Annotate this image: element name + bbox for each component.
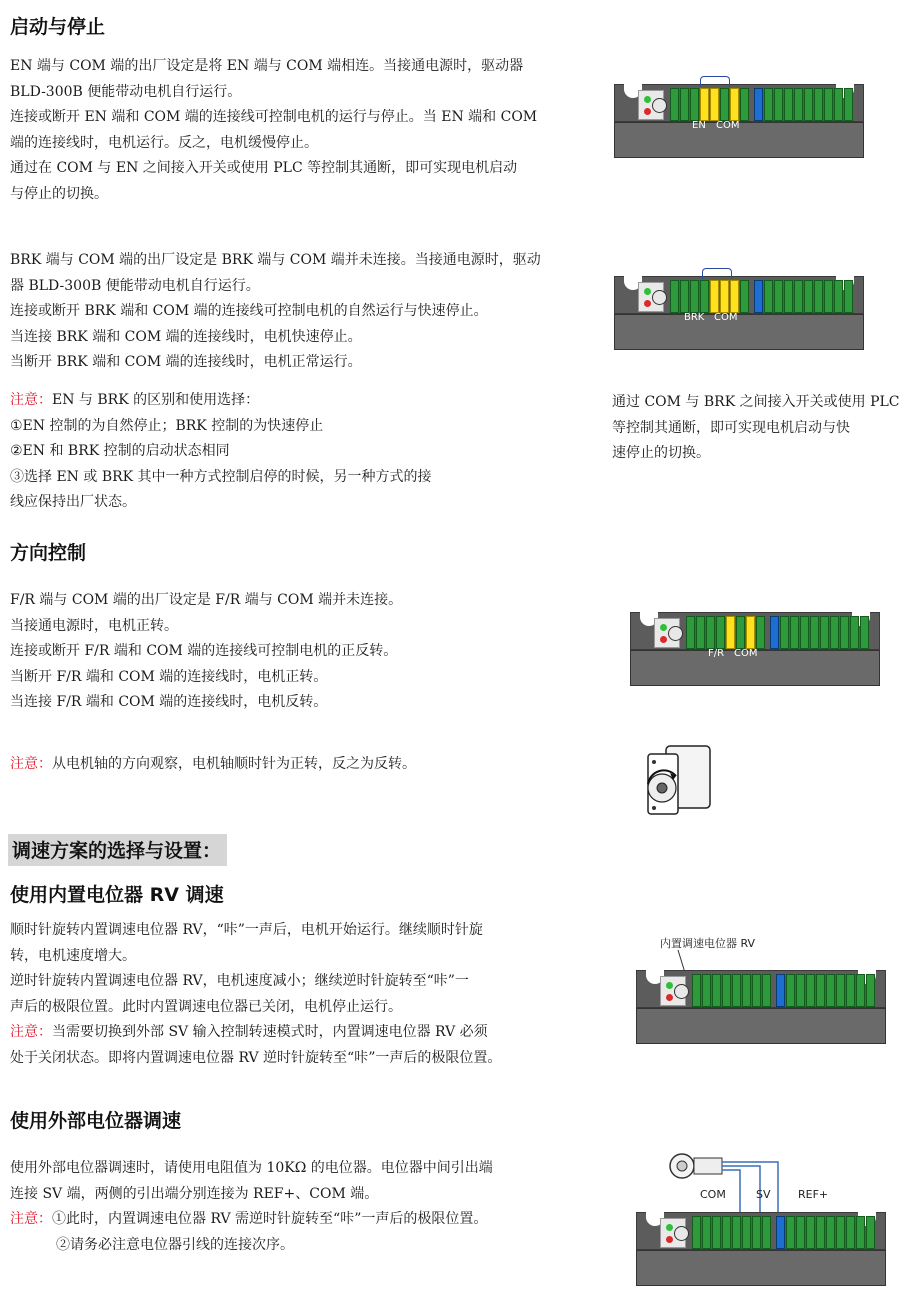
side-note-line: 速停止的切换。 (612, 445, 710, 461)
note-line: ②EN 和 BRK 控制的启动状态相同 (10, 443, 230, 459)
terminal-label-en: EN (692, 120, 706, 131)
jumper-wire-icon (702, 268, 732, 279)
text-line: EN 端与 COM 端的出厂设定是将 EN 端与 COM 端相连。当接通电源时，驱动器 (10, 58, 524, 74)
internal-rv-label: 内置调速电位器 RV (660, 937, 756, 950)
terminal-block-left (670, 88, 749, 121)
note-text: 当需要切换到外部 SV 输入控制转速模式时，内置调速电位器 RV 必须 (52, 1024, 488, 1040)
note-label: 注意： (10, 1024, 52, 1040)
text-line: 逆时针旋转内置调速电位器 RV，电机速度减小；继续逆时针旋转至“咔”一 (10, 973, 469, 989)
external-potentiometer-icon (660, 1148, 810, 1218)
terminal-label-com: COM (716, 120, 740, 131)
note-label: 注意： (10, 392, 52, 408)
motor-illustration (640, 740, 716, 826)
driver-board-fr-figure (630, 612, 880, 686)
external-paragraph (10, 1156, 493, 1258)
text-line: 当连接 F/R 端和 COM 端的连接线时，电机反转。 (10, 694, 328, 710)
text-line: 当断开 BRK 端和 COM 端的连接线时，电机正常运行。 (10, 354, 362, 370)
led-green-icon (660, 624, 667, 631)
direction-paragraph (10, 588, 402, 716)
section-title-start-stop: 启动与停止 (10, 16, 106, 38)
text-line: 连接或断开 F/R 端和 COM 端的连接线可控制电机的正反转。 (10, 643, 398, 659)
wire-label-ref: REF+ (798, 1188, 829, 1201)
en-paragraph (10, 54, 537, 207)
driver-board-rv-figure (636, 970, 886, 1044)
brk-paragraph (10, 248, 541, 376)
note-text: ①此时，内置调速电位器 RV 需逆时针旋转至“咔”一声后的极限位置。 (52, 1211, 488, 1227)
side-note-line: 等控制其通断，即可实现电机启动与快 (612, 419, 850, 436)
text-line: 当连接 BRK 端和 COM 端的连接线时，电机快速停止。 (10, 328, 362, 345)
terminal-block-right (754, 88, 853, 121)
led-green-icon (666, 982, 673, 989)
side-note (612, 390, 900, 467)
terminal-label-com: COM (734, 648, 758, 659)
direction-note (10, 752, 416, 778)
note-line: ②请务必注意电位器引线的连接次序。 (56, 1236, 294, 1253)
text-line: 通过在 COM 与 EN 之间接入开关或使用 PLC 等控制其通断，即可实现电机启动 (10, 160, 518, 176)
terminal-label-com: COM (714, 312, 738, 323)
text-line: F/R 端与 COM 端的出厂设定是 F/R 端与 COM 端并未连接。 (10, 592, 403, 608)
note-line: ③选择 EN 或 BRK 其中一种方式控制启停的时候，另一种方式的接 (10, 468, 432, 485)
subsection-title-external: 使用外部电位器调速 (10, 1110, 182, 1132)
led-red-icon (660, 636, 667, 643)
jumper-wire-icon (700, 76, 730, 87)
led-red-icon (666, 1236, 673, 1243)
side-note-line: 通过 COM 与 BRK 之间接入开关或使用 PLC (612, 394, 900, 410)
note-label: 注意： (10, 1211, 52, 1227)
potentiometer-knob-icon (674, 984, 689, 999)
led-red-icon (666, 994, 673, 1001)
led-green-icon (666, 1224, 673, 1231)
wire-label-sv: SV (756, 1188, 771, 1201)
note-line: 线应保持出厂状态。 (10, 494, 136, 510)
led-red-icon (644, 108, 651, 115)
potentiometer-knob-icon (668, 626, 683, 641)
note-line: 处于关闭状态。即将内置调速电位器 RV 逆时针旋转至“咔”一声后的极限位置。 (10, 1049, 502, 1066)
text-line: 顺时针旋转内置调速电位器 RV，“咔”一声后，电机开始运行。继续顺时针旋 (10, 922, 483, 938)
text-line: 连接 SV 端，两侧的引出端分别连接为 REF+、COM 端。 (10, 1185, 379, 1202)
internal-rv-paragraph (10, 918, 501, 1071)
text-line: 连接或断开 EN 端和 COM 端的连接线可控制电机的运行与停止。当 EN 端和 COM (10, 109, 538, 125)
led-green-icon (644, 96, 651, 103)
en-brk-note (10, 388, 432, 516)
potentiometer-knob-icon (652, 290, 667, 305)
potentiometer-knob-icon (652, 98, 667, 113)
text-line: BLD-300B 便能带动电机自行运行。 (10, 83, 242, 100)
terminal-label-brk: BRK (684, 312, 705, 323)
text-line: 当接通电源时，电机正转。 (10, 617, 178, 634)
text-line: 与停止的切换。 (10, 185, 108, 202)
led-red-icon (644, 300, 651, 307)
potentiometer-knob-icon (674, 1226, 689, 1241)
terminal-label-fr: F/R (708, 648, 725, 659)
text-line: BRK 端与 COM 端的出厂设定是 BRK 端与 COM 端并未连接。当接通电源时，驱动 (10, 252, 541, 268)
text-line: 转，电机速度增大。 (10, 947, 136, 964)
motor-shaft-icon (657, 783, 667, 793)
driver-board-external-figure (636, 1212, 886, 1286)
text-line: 声后的极限位置。此时内置调速电位器已关闭，电机停止运行。 (10, 998, 402, 1015)
note-text: EN 与 BRK 的区别和使用选择： (52, 392, 260, 408)
driver-board-en-figure (614, 84, 864, 158)
section-title-speed: 调速方案的选择与设置： (8, 834, 227, 866)
led-green-icon (644, 288, 651, 295)
driver-board-brk-figure (614, 276, 864, 350)
text-line: 当断开 F/R 端和 COM 端的连接线时，电机正转。 (10, 668, 328, 685)
wire-label-com: COM (700, 1188, 726, 1201)
text-line: 器 BLD-300B 便能带动电机自行运行。 (10, 277, 260, 294)
subsection-title-internal-rv: 使用内置电位器 RV 调速 (10, 884, 224, 906)
text-line: 连接或断开 BRK 端和 COM 端的连接线可控制电机的自然运行与快速停止。 (10, 303, 488, 319)
note-text: 从电机轴的方向观察，电机轴顺时针为正转，反之为反转。 (52, 756, 416, 772)
note-label: 注意： (10, 756, 52, 772)
wire-sv-icon (722, 1166, 760, 1214)
text-line: 使用外部电位器调速时，请使用电阻值为 10KΩ 的电位器。电位器中间引出端 (10, 1160, 493, 1176)
note-line: ①EN 控制的为自然停止；BRK 控制的为快速停止 (10, 417, 324, 434)
section-title-direction: 方向控制 (10, 542, 87, 564)
text-line: 端的连接线时，电机运行。反之，电机缓慢停止。 (10, 134, 318, 151)
